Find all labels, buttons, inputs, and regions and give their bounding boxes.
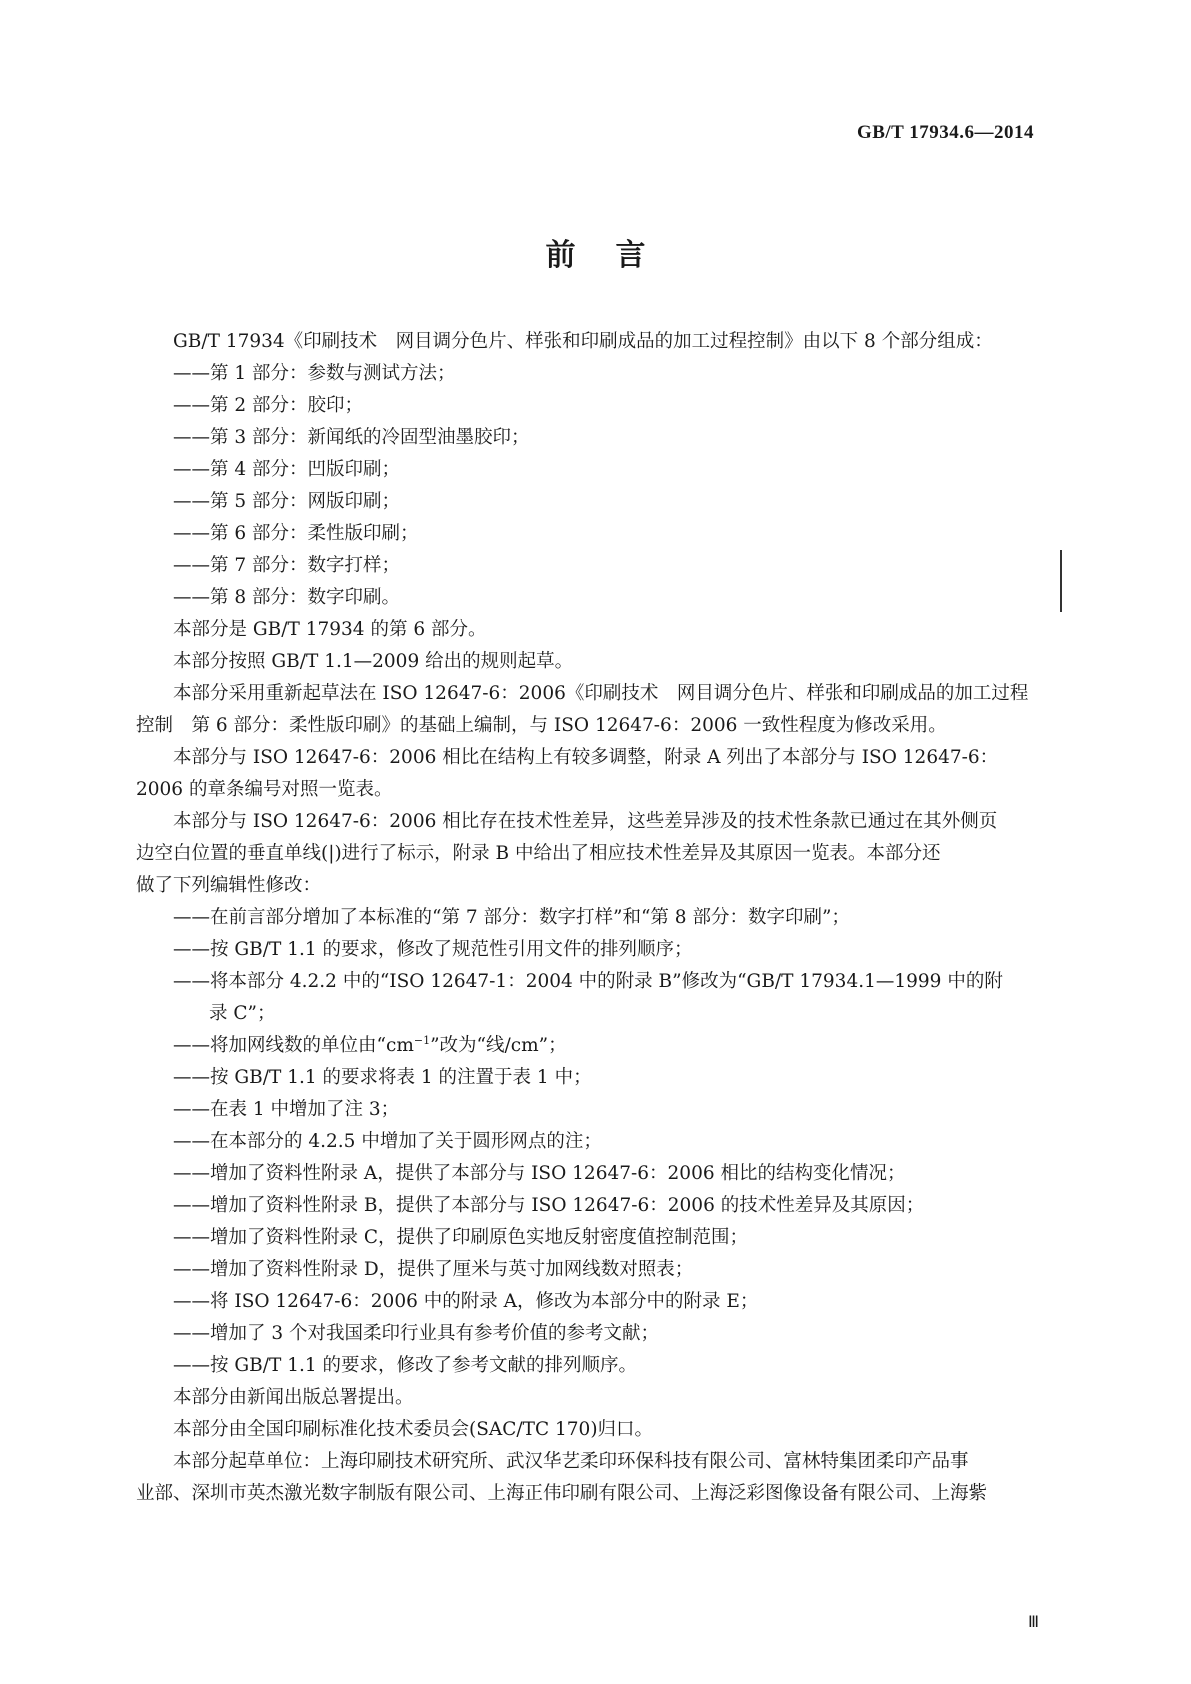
list-item: ——增加了资料性附录 D，提供了厘米与英寸加网线数对照表； bbox=[173, 1259, 694, 1280]
paragraph-drafters-cont: 业部、深圳市英杰激光数字制版有限公司、上海正伟印刷有限公司、上海泛彩图像设备有限公司、上海紫 bbox=[136, 1483, 988, 1504]
paragraph-technical-cont: 做了下列编辑性修改： bbox=[136, 875, 322, 896]
paragraph-part-of: 本部分是 GB/T 17934 的第 6 部分。 bbox=[173, 619, 487, 640]
list-item: ——在表 1 中增加了注 3； bbox=[173, 1099, 400, 1120]
change-marker-bar bbox=[1060, 550, 1062, 612]
list-item: ——增加了资料性附录 A，提供了本部分与 ISO 12647-6：2006 相比的结构变化情况； bbox=[173, 1163, 906, 1184]
list-item: ——第 3 部分：新闻纸的冷固型油墨胶印； bbox=[173, 427, 530, 448]
list-item: ——第 5 部分：网版印刷； bbox=[173, 491, 401, 512]
paragraph-adoption-cont: 控制 第 6 部分：柔性版印刷》的基础上编制，与 ISO 12647-6：2006 一致性程度为修改采用。 bbox=[136, 715, 947, 736]
intro-paragraph: GB/T 17934《印刷技术 网目调分色片、样张和印刷成品的加工过程控制》由以下 8 个部分组成： bbox=[173, 331, 993, 352]
list-item: ——增加了资料性附录 B，提供了本部分与 ISO 12647-6：2006 的技术性差异及其原因； bbox=[173, 1195, 925, 1216]
paragraph-centralized: 本部分由全国印刷标准化技术委员会(SAC/TC 170)归口。 bbox=[173, 1419, 654, 1440]
paragraph-structure-cont: 2006 的章条编号对照一览表。 bbox=[136, 779, 393, 800]
list-item: ——第 8 部分：数字印刷。 bbox=[173, 587, 401, 608]
list-item-text: ”改为“线/cm”； bbox=[430, 1035, 567, 1056]
paragraph-drafters: 本部分起草单位：上海印刷技术研究所、武汉华艺柔印环保科技有限公司、富林特集团柔印产品事 bbox=[173, 1451, 969, 1472]
paragraph-structure: 本部分与 ISO 12647-6：2006 相比在结构上有较多调整，附录 A 列出了本部分与 ISO 12647-6： bbox=[173, 747, 999, 768]
list-item: ——第 1 部分：参数与测试方法； bbox=[173, 363, 456, 384]
list-item: ——在本部分的 4.2.5 中增加了关于圆形网点的注； bbox=[173, 1131, 602, 1152]
list-item: ——第 7 部分：数字打样； bbox=[173, 555, 401, 576]
document-body bbox=[136, 326, 1053, 1510]
list-item: ——第 6 部分：柔性版印刷； bbox=[173, 523, 419, 544]
list-item: ——第 2 部分：胶印； bbox=[173, 395, 364, 416]
list-item-text: ——将加网线数的单位由“cm bbox=[173, 1035, 414, 1056]
list-item bbox=[173, 1030, 1053, 1062]
paragraph-adoption: 本部分采用重新起草法在 ISO 12647-6：2006《印刷技术 网目调分色片、样张和印刷成品的加工过程 bbox=[173, 683, 1029, 704]
superscript: −1 bbox=[413, 1033, 431, 1047]
list-item: ——将 ISO 12647-6：2006 中的附录 A，修改为本部分中的附录 E； bbox=[173, 1291, 759, 1312]
list-item-cont: 录 C”； bbox=[209, 1003, 276, 1024]
list-item: ——将本部分 4.2.2 中的“ISO 12647-1：2004 中的附录 B”修改为“GB/T 17934.1—1999 中的附 bbox=[173, 971, 1003, 992]
list-item: ——按 GB/T 1.1 的要求，修改了参考文献的排列顺序。 bbox=[173, 1355, 638, 1376]
paragraph-drafting-rules: 本部分按照 GB/T 1.1—2009 给出的规则起草。 bbox=[173, 651, 574, 672]
list-item: ——按 GB/T 1.1 的要求，修改了规范性引用文件的排列顺序； bbox=[173, 939, 693, 960]
list-item: ——在前言部分增加了本标准的“第 7 部分：数字打样”和“第 8 部分：数字印刷”； bbox=[173, 907, 850, 928]
standard-number: GB/T 17934.6—2014 bbox=[856, 122, 1034, 143]
paragraph-technical: 本部分与 ISO 12647-6：2006 相比存在技术性差异，这些差异涉及的技术性条款已通过在其外侧页 bbox=[173, 811, 998, 832]
paragraph-technical-cont: 边空白位置的垂直单线(|)进行了标示，附录 B 中给出了相应技术性差异及其原因一览表。本部分还 bbox=[136, 843, 941, 864]
list-item: ——增加了资料性附录 C，提供了印刷原色实地反射密度值控制范围； bbox=[173, 1227, 749, 1248]
paragraph-proposed: 本部分由新闻出版总署提出。 bbox=[173, 1387, 414, 1408]
list-item: ——第 4 部分：凹版印刷； bbox=[173, 459, 401, 480]
list-item: ——按 GB/T 1.1 的要求将表 1 的注置于表 1 中； bbox=[173, 1067, 592, 1088]
page-title: 前言 bbox=[545, 238, 686, 273]
list-item: ——增加了 3 个对我国柔印行业具有参考价值的参考文献； bbox=[173, 1323, 660, 1344]
page-number: Ⅲ bbox=[1027, 1614, 1039, 1631]
